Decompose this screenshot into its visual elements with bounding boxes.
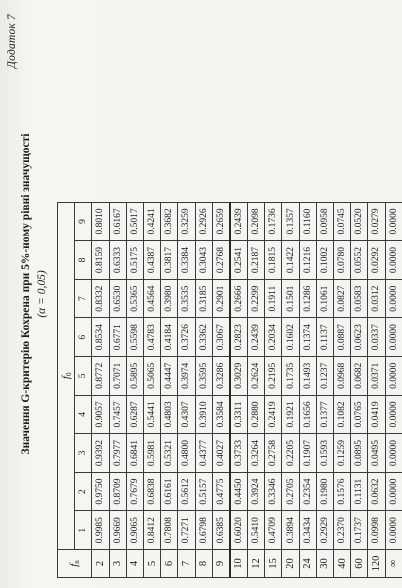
table-cell: 0.2370 xyxy=(334,511,351,550)
table-cell: 0.7271 xyxy=(178,511,195,550)
table-cell: 0.8332 xyxy=(92,279,109,318)
table-cell: 0.5981 xyxy=(143,434,160,473)
table-cell: 0.0000 xyxy=(385,357,402,396)
table-cell: 0.1493 xyxy=(299,357,316,396)
table-cell: 0.3067 xyxy=(212,318,230,357)
table-row xyxy=(212,202,230,577)
table-cell: 0.2205 xyxy=(282,434,299,473)
table-cell: 0.3924 xyxy=(248,472,265,511)
table-cell: 0.0583 xyxy=(351,279,368,318)
table-cell: 0.2354 xyxy=(299,472,316,511)
table-cell: 0.7457 xyxy=(109,395,126,434)
table-cell: 0.6287 xyxy=(126,395,143,434)
table-row xyxy=(178,202,195,577)
table-cell: 0.5175 xyxy=(126,241,143,280)
table-row xyxy=(143,202,160,577)
table-cell: 0.0279 xyxy=(368,202,385,241)
table-cell: 0.3185 xyxy=(195,279,212,318)
table-cell: 0.3682 xyxy=(161,202,178,241)
row-label: 4 xyxy=(126,550,143,578)
table-cell: 0.3910 xyxy=(195,395,212,434)
row-label: 6 xyxy=(161,550,178,578)
table-row xyxy=(385,202,402,577)
table-cell: 0.3311 xyxy=(230,395,248,434)
table-row xyxy=(230,202,248,577)
table-cell: 0.3726 xyxy=(178,318,195,357)
table-cell: 0.8010 xyxy=(92,202,109,241)
table-cell: 0.0000 xyxy=(385,511,402,550)
table-cell: 0.3286 xyxy=(212,357,230,396)
table-cell: 0.5321 xyxy=(161,434,178,473)
column-header: 2 xyxy=(75,472,92,511)
table-row xyxy=(334,202,351,577)
column-header: 5 xyxy=(75,357,92,396)
table-cell: 0.0827 xyxy=(334,279,351,318)
table-cell: 0.0520 xyxy=(351,202,368,241)
table-cell: 0.1131 xyxy=(351,472,368,511)
table-cell: 0.1736 xyxy=(265,202,282,241)
row-label: 9 xyxy=(212,550,230,578)
row-label: ∞ xyxy=(385,550,402,578)
table-cell: 0.4387 xyxy=(143,241,160,280)
column-header: 7 xyxy=(75,279,92,318)
table-cell: 0.0887 xyxy=(334,318,351,357)
row-label: 12 xyxy=(248,550,265,578)
table-cell: 0.1377 xyxy=(316,395,333,434)
table-cell: 0.0000 xyxy=(385,434,402,473)
table-cell: 0.5065 xyxy=(143,357,160,396)
table-cell: 0.0000 xyxy=(385,279,402,318)
table-cell: 0.3595 xyxy=(195,357,212,396)
row-label: 3 xyxy=(109,550,126,578)
table-cell: 0.2768 xyxy=(212,241,230,280)
row-label: 60 xyxy=(351,550,368,578)
table-cell: 0.4709 xyxy=(265,511,282,550)
table-title: Значення G-критерію Кохрена при 5%-ному рівні значущості xyxy=(20,133,32,455)
table-cell: 0.2666 xyxy=(230,279,248,318)
table-cell: 0.1735 xyxy=(282,357,299,396)
table-cell: 0.3974 xyxy=(178,357,195,396)
table-cell: 0.2419 xyxy=(265,395,282,434)
row-label: 15 xyxy=(265,550,282,578)
table-cell: 0.9392 xyxy=(92,434,109,473)
table-cell: 0.1259 xyxy=(334,434,351,473)
table-cell: 0.3346 xyxy=(265,472,282,511)
table-cell: 0.1357 xyxy=(282,202,299,241)
table-cell: 0.5598 xyxy=(126,318,143,357)
table-cell: 0.0000 xyxy=(385,395,402,434)
table-cell: 0.1576 xyxy=(334,472,351,511)
table-cell: 0.0623 xyxy=(351,318,368,357)
table-cell: 0.0895 xyxy=(351,434,368,473)
table-cell: 0.4450 xyxy=(230,472,248,511)
corner-cell xyxy=(58,550,92,578)
table-row xyxy=(351,202,368,577)
table-cell: 0.1002 xyxy=(316,241,333,280)
row-label: 24 xyxy=(299,550,316,578)
table-cell: 0.5612 xyxy=(178,472,195,511)
table-cell: 0.4027 xyxy=(212,434,230,473)
table-cell: 0.0371 xyxy=(368,357,385,396)
corner-symbol: f xyxy=(68,563,81,567)
table-subtitle: (α = 0,05) xyxy=(36,270,48,318)
row-label: 20 xyxy=(282,550,299,578)
table-cell: 0.7679 xyxy=(126,472,143,511)
table-row xyxy=(109,202,126,577)
table-cell: 0.2195 xyxy=(265,357,282,396)
table-cell: 0.6841 xyxy=(126,434,143,473)
table-cell: 0.9065 xyxy=(126,511,143,550)
table-cell: 0.2758 xyxy=(265,434,282,473)
table-cell: 0.3043 xyxy=(195,241,212,280)
table-cell: 0.3535 xyxy=(178,279,195,318)
table-cell: 0.2439 xyxy=(230,202,248,241)
table-body xyxy=(92,202,402,577)
table-cell: 0.4783 xyxy=(143,318,160,357)
table-cell: 0.1737 xyxy=(351,511,368,550)
table-cell: 0.3980 xyxy=(161,279,178,318)
column-header: 1 xyxy=(75,511,92,550)
table-cell: 0.6385 xyxy=(212,511,230,550)
table-cell: 0.1602 xyxy=(282,318,299,357)
table-cell: 0.0000 xyxy=(385,202,402,241)
column-header: 6 xyxy=(75,318,92,357)
table-cell: 0.4800 xyxy=(178,434,195,473)
table-cell: 0.2901 xyxy=(212,279,230,318)
table-cell: 0.2929 xyxy=(316,511,333,550)
table-cell: 0.0968 xyxy=(334,357,351,396)
table-cell: 0.1907 xyxy=(299,434,316,473)
table-cell: 0.1374 xyxy=(299,318,316,357)
table-cell: 0.3817 xyxy=(161,241,178,280)
table-cell: 0.5410 xyxy=(248,511,265,550)
row-label: 10 xyxy=(230,550,248,578)
table-cell: 0.4377 xyxy=(195,434,212,473)
table-cell: 0.0682 xyxy=(351,357,368,396)
table-cell: 0.1980 xyxy=(316,472,333,511)
table-cell: 0.5017 xyxy=(126,202,143,241)
table-cell: 0.3362 xyxy=(195,318,212,357)
table-cell: 0.0419 xyxy=(368,395,385,434)
header-subscript: 0 xyxy=(64,372,73,377)
table-cell: 0.4184 xyxy=(161,318,178,357)
table-cell: 0.3894 xyxy=(282,511,299,550)
table-cell: 0.8412 xyxy=(143,511,160,550)
table-cell: 0.0292 xyxy=(368,241,385,280)
table-cell: 0.4241 xyxy=(143,202,160,241)
table-cell: 0.2187 xyxy=(248,241,265,280)
table-cell: 0.6161 xyxy=(161,472,178,511)
table-cell: 0.2926 xyxy=(195,202,212,241)
table-cell: 0.0552 xyxy=(351,241,368,280)
table-cell: 0.3264 xyxy=(248,434,265,473)
appendix-label: Додаток 7 xyxy=(6,14,18,69)
table-cell: 0.2823 xyxy=(230,318,248,357)
table-cell: 0.4564 xyxy=(143,279,160,318)
table-cell: 0.8534 xyxy=(92,318,109,357)
table-cell: 0.5157 xyxy=(195,472,212,511)
table-cell: 0.0632 xyxy=(368,472,385,511)
table-cell: 0.1815 xyxy=(265,241,282,280)
table-cell: 0.3029 xyxy=(230,357,248,396)
table-cell: 0.1061 xyxy=(316,279,333,318)
table-row xyxy=(368,202,385,577)
table-cell: 0.8159 xyxy=(92,241,109,280)
table-cell: 0.0780 xyxy=(334,241,351,280)
table-cell: 0.1911 xyxy=(265,279,282,318)
row-label: 40 xyxy=(334,550,351,578)
table-cell: 0.3733 xyxy=(230,434,248,473)
table-row xyxy=(92,202,109,577)
table-cell: 0.2624 xyxy=(248,357,265,396)
table-cell: 0.8772 xyxy=(92,357,109,396)
table-cell: 0.4307 xyxy=(178,395,195,434)
table-cell: 0.1082 xyxy=(334,395,351,434)
table-cell: 0.6838 xyxy=(143,472,160,511)
table-cell: 0.3384 xyxy=(178,241,195,280)
table-row xyxy=(299,202,316,577)
table-cell: 0.2880 xyxy=(248,395,265,434)
header-symbol: f xyxy=(59,376,72,380)
table-cell: 0.2541 xyxy=(230,241,248,280)
table-column-numbers xyxy=(75,202,92,577)
table-cell: 0.9057 xyxy=(92,395,109,434)
row-label: 8 xyxy=(195,550,212,578)
table-row xyxy=(265,202,282,577)
table-cell: 0.2705 xyxy=(282,472,299,511)
table-cell: 0.6530 xyxy=(109,279,126,318)
table-cell: 0.3434 xyxy=(299,511,316,550)
table-cell: 0.9985 xyxy=(92,511,109,550)
table-cell: 0.1501 xyxy=(282,279,299,318)
table-header-row-top xyxy=(58,202,75,577)
table-cell: 0.8709 xyxy=(109,472,126,511)
table-cell: 0.9669 xyxy=(109,511,126,550)
table-cell: 0.0495 xyxy=(368,434,385,473)
table-cell: 0.2659 xyxy=(212,202,230,241)
table-cell: 0.2299 xyxy=(248,279,265,318)
row-label: 120 xyxy=(368,550,385,578)
table-cell: 0.6771 xyxy=(109,318,126,357)
column-header: 8 xyxy=(75,241,92,280)
table-cell: 0.6167 xyxy=(109,202,126,241)
table-cell: 0.0958 xyxy=(316,202,333,241)
table-cell: 0.6333 xyxy=(109,241,126,280)
row-label: 30 xyxy=(316,550,333,578)
table-cell: 0.0000 xyxy=(385,318,402,357)
table-cell: 0.6798 xyxy=(195,511,212,550)
table-cell: 0.1656 xyxy=(299,395,316,434)
table-cell: 0.7808 xyxy=(161,511,178,550)
cochran-g-table xyxy=(57,202,402,578)
table-cell: 0.0337 xyxy=(368,318,385,357)
table-cell: 0.2098 xyxy=(248,202,265,241)
column-group-header xyxy=(58,202,75,549)
table-cell: 0.1137 xyxy=(316,318,333,357)
table-cell: 0.7071 xyxy=(109,357,126,396)
table-cell: 0.1237 xyxy=(316,357,333,396)
table-cell: 0.4775 xyxy=(212,472,230,511)
table-cell: 0.3259 xyxy=(178,202,195,241)
table-row xyxy=(248,202,265,577)
table-cell: 0.7977 xyxy=(109,434,126,473)
table-cell: 0.3584 xyxy=(212,395,230,434)
table-row xyxy=(161,202,178,577)
table-cell: 0.0000 xyxy=(385,472,402,511)
table-cell: 0.0000 xyxy=(385,241,402,280)
table-cell: 0.4803 xyxy=(161,395,178,434)
table-cell: 0.4447 xyxy=(161,357,178,396)
table-cell: 0.1422 xyxy=(282,241,299,280)
table-cell: 0.5365 xyxy=(126,279,143,318)
table-cell: 0.0998 xyxy=(368,511,385,550)
table-row xyxy=(316,202,333,577)
table-cell: 0.1921 xyxy=(282,395,299,434)
table-cell: 0.1286 xyxy=(299,279,316,318)
column-header: 4 xyxy=(75,395,92,434)
table-cell: 0.9750 xyxy=(92,472,109,511)
column-header: 3 xyxy=(75,434,92,473)
table-cell: 0.2034 xyxy=(265,318,282,357)
row-label: 5 xyxy=(143,550,160,578)
table-cell: 0.6020 xyxy=(230,511,248,550)
row-label: 2 xyxy=(92,550,109,578)
table-cell: 0.2439 xyxy=(248,318,265,357)
row-label: 7 xyxy=(178,550,195,578)
table-cell: 0.0765 xyxy=(351,395,368,434)
table-row xyxy=(195,202,212,577)
table-cell: 0.1216 xyxy=(299,241,316,280)
table-row xyxy=(282,202,299,577)
table-cell: 0.1593 xyxy=(316,434,333,473)
table-cell: 0.0745 xyxy=(334,202,351,241)
column-header: 9 xyxy=(75,202,92,241)
table-cell: 0.5895 xyxy=(126,357,143,396)
table-cell: 0.0312 xyxy=(368,279,385,318)
table-row xyxy=(126,202,143,577)
table-cell: 0.1160 xyxy=(299,202,316,241)
table-cell: 0.5441 xyxy=(143,395,160,434)
corner-subscript: n xyxy=(73,560,82,564)
